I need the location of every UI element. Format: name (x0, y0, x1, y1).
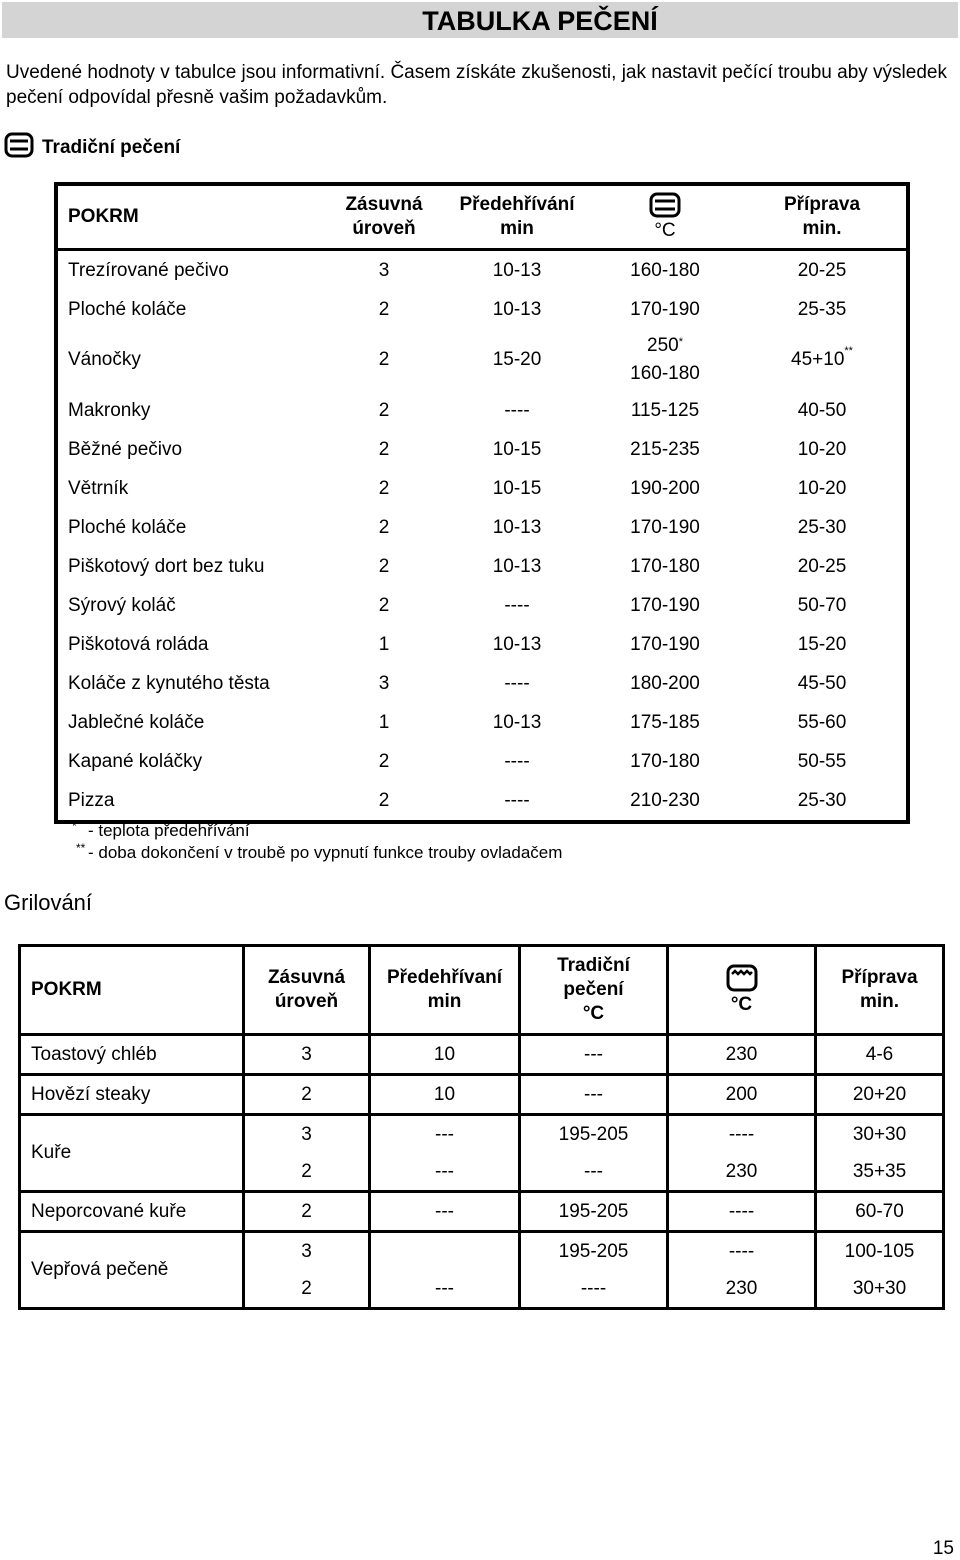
cell-level: 2 (378, 349, 390, 370)
cell-preheat: 10-13 (492, 259, 542, 281)
cell-temp: 170-190 (630, 633, 700, 655)
cell-temp: 170-190 (630, 516, 700, 538)
footnote: * - teplota předehřívání (72, 819, 250, 840)
cell-level: 3 (244, 1232, 370, 1271)
cell-temp: 160-180 (630, 259, 700, 281)
cell-time: 30+30 (852, 1123, 907, 1145)
cell-preheat: --- (370, 1153, 520, 1192)
header-level: Zásuvná úroveň (345, 194, 423, 239)
cell-food: Sýrový koláč (68, 594, 176, 616)
header-traditional: Tradiční pečení °C (520, 946, 668, 1035)
cell-level: 2 (378, 399, 390, 421)
page-title: TABULKA PEČENÍ (422, 6, 658, 36)
cell-food: Neporcované kuře (20, 1192, 244, 1232)
table-row (56, 664, 908, 703)
title-bar (2, 2, 958, 38)
cell-time: 25-30 (797, 516, 847, 538)
cell-time: 20-25 (797, 259, 847, 281)
table-row (56, 469, 908, 508)
cell-temp: 170-180 (630, 750, 700, 772)
cell-traditional: 195-205 (520, 1115, 668, 1154)
cell-preheat: 10-13 (492, 516, 542, 538)
grill-icon (669, 963, 814, 993)
cell-grill: 230 (668, 1270, 816, 1309)
cell-preheat: --- (370, 1192, 520, 1232)
cell-level: 3 (244, 1035, 370, 1075)
table-row (20, 1192, 944, 1232)
cell-grill: ---- (668, 1192, 816, 1232)
cell-time: 10-20 (797, 438, 847, 460)
header-time: Příprava min. (783, 194, 861, 239)
grilling-heading: Grilování (4, 890, 93, 915)
cell-food: Hovězí steaky (20, 1075, 244, 1115)
cell-preheat: ---- (504, 672, 530, 694)
cell-traditional: ---- (520, 1270, 668, 1309)
oven-top-bottom-heat-icon (4, 132, 34, 164)
header-grill: °C (668, 946, 816, 1035)
cell-time: 45+10** (791, 345, 853, 370)
table-row (56, 250, 908, 291)
cell-level: 3 (378, 672, 390, 694)
footnotes (72, 819, 563, 864)
cell-time: 4-6 (816, 1035, 944, 1075)
baking-section-heading (4, 132, 180, 164)
cell-preheat: ---- (504, 399, 530, 421)
table-row (56, 508, 908, 547)
cell-preheat: --- (370, 1270, 520, 1309)
table-row (56, 329, 908, 391)
cell-grill: ---- (668, 1115, 816, 1154)
cell-level: 3 (244, 1115, 370, 1154)
cell-temp: 190-200 (630, 477, 700, 499)
table-row (20, 1115, 944, 1154)
cell-temp: 170-180 (630, 555, 700, 577)
header-level: Zásuvná úroveň (244, 946, 370, 1035)
cell-traditional: 195-205 (520, 1232, 668, 1271)
cell-time: 40-50 (797, 399, 847, 421)
cell-level: 2 (378, 298, 390, 320)
cell-traditional: 195-205 (520, 1192, 668, 1232)
cell-traditional: --- (520, 1075, 668, 1115)
table-row (56, 586, 908, 625)
table-row (20, 1075, 944, 1115)
cell-time: 50-70 (797, 594, 847, 616)
table-row (20, 1232, 944, 1271)
cell-level: 2 (244, 1192, 370, 1232)
table-row (56, 547, 908, 586)
grilling-table (18, 944, 945, 1310)
grilling-table-header (20, 946, 944, 1035)
cell-grill: ---- (668, 1232, 816, 1271)
cell-temp: 170-190 (630, 298, 700, 320)
cell-level: 2 (244, 1153, 370, 1192)
cell-preheat: 10-13 (492, 298, 542, 320)
cell-time: 10-20 (797, 477, 847, 499)
header-food: POKRM (68, 206, 139, 227)
cell-level: 2 (378, 516, 390, 538)
intro-text: Uvedené hodnoty v tabulce jsou informativní. Časem získáte zkušenosti, jak nastavit pečící troubu aby výsledek pečení odpovídal přesně vašim požadavkům. (6, 62, 947, 108)
cell-level: 1 (378, 711, 390, 733)
cell-level: 2 (244, 1270, 370, 1309)
cell-food: Běžné pečivo (68, 438, 183, 460)
cell-preheat: 10-13 (492, 711, 542, 733)
cell-food: Piškotová roláda (68, 633, 209, 655)
cell-food: Kapané koláčky (68, 750, 203, 772)
cell-grill: 230 (668, 1035, 816, 1075)
cell-temp: 180-200 (630, 672, 700, 694)
cell-food: Toastový chléb (20, 1035, 244, 1075)
cell-level: 2 (378, 594, 390, 616)
cell-preheat: 10 (370, 1035, 520, 1075)
cell-time: 55-60 (797, 711, 847, 733)
table-row (56, 391, 908, 430)
header-food: POKRM (20, 946, 244, 1035)
cell-time: 50-55 (797, 750, 847, 772)
baking-table (54, 182, 910, 824)
oven-top-bottom-heat-icon (592, 191, 738, 219)
cell-food: Piškotový dort bez tuku (68, 555, 265, 577)
cell-preheat: 15-20 (492, 349, 542, 370)
cell-food: Pizza (68, 789, 115, 811)
table-row (56, 430, 908, 469)
cell-preheat: 10-13 (492, 555, 542, 577)
cell-preheat: --- (370, 1115, 520, 1154)
header-preheat: Předehřívaní min (370, 946, 520, 1035)
baking-table-header (56, 184, 908, 250)
cell-time: 100-105 (844, 1240, 915, 1262)
cell-temp: 215-235 (630, 438, 700, 460)
cell-food: Ploché koláče (68, 516, 187, 538)
cell-food: Ploché koláče (68, 298, 187, 320)
header-time: Příprava min. (841, 967, 918, 1012)
cell-level: 2 (378, 789, 390, 811)
cell-food: Makronky (68, 399, 151, 421)
cell-preheat: 10-15 (492, 477, 542, 499)
cell-temp: 175-185 (630, 711, 700, 733)
cell-level: 3 (378, 259, 390, 281)
header-preheat: Předehřívání min (459, 194, 575, 239)
cell-temp: 210-230 (630, 789, 700, 811)
cell-traditional: --- (520, 1035, 668, 1075)
cell-temp: 170-190 (630, 594, 700, 616)
cell-food: Větrník (68, 477, 129, 499)
cell-food: Kuře (20, 1115, 244, 1192)
cell-level: 2 (378, 555, 390, 577)
cell-time: 20-25 (797, 555, 847, 577)
cell-level: 1 (378, 633, 390, 655)
cell-level: 2 (378, 438, 390, 460)
cell-level: 2 (244, 1075, 370, 1115)
cell-time: 20+20 (816, 1075, 944, 1115)
table-row (56, 781, 908, 822)
cell-preheat: ---- (504, 750, 530, 772)
cell-preheat: 10-15 (492, 438, 542, 460)
cell-food: Vánočky (68, 349, 141, 370)
table-row (56, 742, 908, 781)
cell-level: 2 (378, 477, 390, 499)
baking-heading: Tradiční pečení (42, 137, 181, 158)
header-temperature: °C (592, 184, 738, 250)
cell-temp: 250* 160-180 (630, 335, 700, 384)
cell-time: 60-70 (816, 1192, 944, 1232)
cell-preheat (370, 1232, 520, 1271)
table-row (20, 1035, 944, 1075)
cell-level: 2 (378, 750, 390, 772)
cell-grill: 230 (668, 1153, 816, 1192)
cell-food: Koláče z kynutého těsta (68, 672, 270, 694)
cell-preheat: ---- (504, 594, 530, 616)
cell-time: 25-30 (797, 789, 847, 811)
table-row (56, 703, 908, 742)
cell-traditional: --- (520, 1153, 668, 1192)
cell-food: Jablečné koláče (68, 711, 205, 733)
table-row (56, 290, 908, 329)
cell-temp: 115-125 (630, 399, 700, 421)
cell-time: 35+35 (816, 1153, 944, 1192)
cell-preheat: ---- (504, 789, 530, 811)
cell-time: 15-20 (797, 633, 847, 655)
table-row (56, 625, 908, 664)
cell-time: 25-35 (797, 298, 847, 320)
cell-grill: 200 (668, 1075, 816, 1115)
cell-time: 45-50 (797, 672, 847, 694)
footnote: ** - doba dokončení v troubě po vypnutí funkce trouby ovladačem (76, 841, 563, 862)
cell-food: Trezírované pečivo (68, 259, 229, 281)
cell-preheat: 10 (370, 1075, 520, 1115)
cell-time: 30+30 (852, 1277, 907, 1299)
page-number: 15 (932, 1538, 954, 1559)
cell-food: Vepřová pečeně (20, 1232, 244, 1309)
cell-preheat: 10-13 (492, 633, 542, 655)
